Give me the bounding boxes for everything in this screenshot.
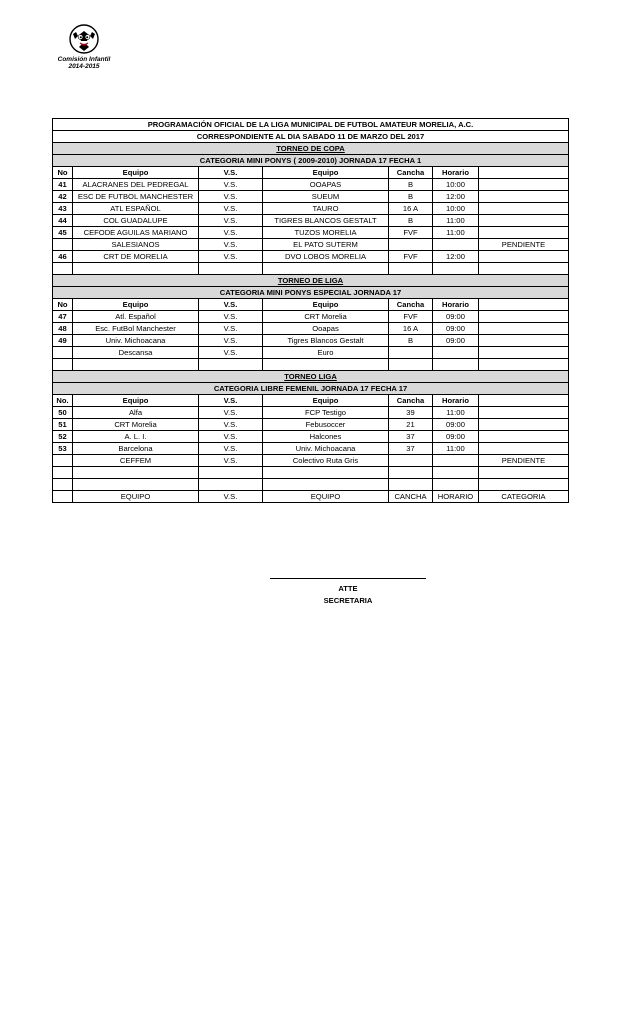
match-number-cell [53,479,73,491]
match-row [53,455,569,467]
schedule-table [52,118,569,503]
home-team-cell: ALACRANES DEL PEDREGAL [73,179,199,191]
match-row [53,431,569,443]
time-cell [433,239,479,251]
field-cell: 16 A [389,323,433,335]
column-header-row [53,167,569,179]
column-header-match-number: No [53,299,73,311]
field-cell: B [389,179,433,191]
match-row [53,467,569,479]
time-cell: 10:00 [433,179,479,191]
home-team-cell: COL GUADALUPE [73,215,199,227]
match-number-cell [53,239,73,251]
versus-cell: V.S. [199,491,263,503]
column-header-match-number: No [53,167,73,179]
signature-line [270,578,426,579]
field-cell: 37 [389,443,433,455]
category-name: CATEGORIA MINI PONYS ESPECIAL JORNADA 17 [53,287,569,299]
match-row [53,227,569,239]
column-header-versus: V.S. [199,299,263,311]
notes-cell: PENDIENTE [479,239,569,251]
versus-cell: V.S. [199,347,263,359]
away-team-cell: EQUIPO [263,491,389,503]
match-row [53,335,569,347]
versus-cell: V.S. [199,239,263,251]
field-cell: FVF [389,227,433,239]
home-team-cell: ATL ESPAÑOL [73,203,199,215]
notes-cell: PENDIENTE [479,455,569,467]
away-team-cell: Euro [263,347,389,359]
home-team-cell: Barcelona [73,443,199,455]
home-team-cell [73,479,199,491]
match-number-cell: 52 [53,431,73,443]
time-cell: 11:00 [433,407,479,419]
tournament-cell [53,275,569,287]
notes-cell [479,203,569,215]
signature-atte: ATTE [338,584,358,593]
time-cell [433,347,479,359]
notes-cell [479,179,569,191]
document-title: PROGRAMACIÓN OFICIAL DE LA LIGA MUNICIPAL DE FUTBOL AMATEUR MORELIA, A.C. [53,119,569,131]
match-row [53,311,569,323]
category-row [53,155,569,167]
home-team-cell: CEFFEM [73,455,199,467]
match-number-cell [53,467,73,479]
away-team-cell: Febusoccer [263,419,389,431]
field-cell: FVF [389,251,433,263]
notes-cell: CATEGORIA [479,491,569,503]
match-row [53,215,569,227]
match-number-cell: 46 [53,251,73,263]
versus-cell: V.S. [199,251,263,263]
category-name: CATEGORIA LIBRE FEMENIL JORNADA 17 FECHA 17 [53,383,569,395]
field-cell [389,347,433,359]
home-team-cell [73,263,199,275]
column-header-time: Horario [433,395,479,407]
away-team-cell: FCP Testigo [263,407,389,419]
notes-cell [479,191,569,203]
tournament-row [53,275,569,287]
time-cell: 11:00 [433,215,479,227]
column-header-time: Horario [433,167,479,179]
tournament-name: TORNEO DE COPA [276,143,345,153]
time-cell: 09:00 [433,335,479,347]
match-row [53,443,569,455]
field-cell: B [389,335,433,347]
time-cell [433,455,479,467]
match-row [53,347,569,359]
versus-cell: V.S. [199,227,263,239]
field-cell: 39 [389,407,433,419]
field-cell: 16 A [389,203,433,215]
category-name: CATEGORIA MINI PONYS ( 2009-2010) JORNADA 17 FECHA 1 [53,155,569,167]
versus-cell: V.S. [199,311,263,323]
match-number-cell: 43 [53,203,73,215]
versus-cell: V.S. [199,215,263,227]
signature-role: SECRETARIA [323,596,373,605]
column-header-match-number: No. [53,395,73,407]
column-header-row [53,299,569,311]
home-team-cell: Descansa [73,347,199,359]
tournament-name: TORNEO DE LIGA [277,275,344,285]
away-team-cell: EL PATO SUTERM [263,239,389,251]
field-cell: B [389,191,433,203]
tournament-cell [53,371,569,383]
column-header-notes [479,167,569,179]
field-cell [389,239,433,251]
versus-cell: V.S. [199,419,263,431]
match-number-cell: 50 [53,407,73,419]
document-subtitle: CORRESPONDIENTE AL DIA SABADO 11 DE MARZO DEL 2017 [53,131,569,143]
notes-cell [479,215,569,227]
field-cell: B [389,215,433,227]
notes-cell [479,251,569,263]
match-number-cell [53,455,73,467]
match-row [53,191,569,203]
match-number-cell [53,359,73,371]
match-row [53,407,569,419]
match-row [53,419,569,431]
home-team-cell [73,359,199,371]
home-team-cell: CRT DE MORELIA [73,251,199,263]
versus-cell [199,467,263,479]
time-cell: 09:00 [433,323,479,335]
column-header-away-team: Equipo [263,299,389,311]
match-row [53,203,569,215]
match-row [53,491,569,503]
time-cell [433,467,479,479]
match-row [53,323,569,335]
versus-cell [199,263,263,275]
home-team-cell: Univ. Michoacana [73,335,199,347]
home-team-cell: SALESIANOS [73,239,199,251]
signature-block [270,578,426,607]
notes-cell [479,227,569,239]
subtitle-row [53,131,569,143]
match-number-cell: 44 [53,215,73,227]
versus-cell: V.S. [199,323,263,335]
time-cell [433,479,479,491]
column-header-home-team: Equipo [73,395,199,407]
match-number-cell: 41 [53,179,73,191]
tournament-name: TORNEO LIGA [284,371,337,381]
column-header-home-team: Equipo [73,167,199,179]
time-cell [433,263,479,275]
home-team-cell: A. L. I. [73,431,199,443]
time-cell: 11:00 [433,227,479,239]
notes-cell [479,479,569,491]
away-team-cell [263,467,389,479]
field-cell: CANCHA [389,491,433,503]
away-team-cell: Tigres Blancos Gestalt [263,335,389,347]
away-team-cell: SUEUM [263,191,389,203]
field-cell [389,467,433,479]
match-row [53,179,569,191]
match-number-cell: 48 [53,323,73,335]
column-header-home-team: Equipo [73,299,199,311]
away-team-cell: CRT Morelia [263,311,389,323]
field-cell [389,455,433,467]
versus-cell: V.S. [199,203,263,215]
versus-cell [199,479,263,491]
column-header-row [53,395,569,407]
column-header-notes [479,299,569,311]
time-cell: 10:00 [433,203,479,215]
column-header-notes [479,395,569,407]
title-row [53,119,569,131]
home-team-cell: CEFODE AGUILAS MARIANO [73,227,199,239]
column-header-versus: V.S. [199,167,263,179]
match-row [53,479,569,491]
versus-cell: V.S. [199,407,263,419]
time-cell: 12:00 [433,251,479,263]
notes-cell [479,443,569,455]
column-header-field: Cancha [389,299,433,311]
away-team-cell [263,479,389,491]
match-row [53,251,569,263]
field-cell: 21 [389,419,433,431]
home-team-cell: Esc. FutBol Manchester [73,323,199,335]
column-header-away-team: Equipo [263,167,389,179]
field-cell: 37 [389,431,433,443]
column-header-time: Horario [433,299,479,311]
versus-cell: V.S. [199,335,263,347]
match-number-cell [53,491,73,503]
match-number-cell: 45 [53,227,73,239]
column-header-field: Cancha [389,395,433,407]
tournament-cell [53,143,569,155]
versus-cell: V.S. [199,179,263,191]
match-number-cell: 49 [53,335,73,347]
versus-cell: V.S. [199,191,263,203]
away-team-cell: Colectivo Ruta Gris [263,455,389,467]
versus-cell: V.S. [199,431,263,443]
logo-line-1: Comisión Infantil [57,56,111,63]
versus-cell: V.S. [199,443,263,455]
away-team-cell: TUZOS MORELIA [263,227,389,239]
match-number-cell: 42 [53,191,73,203]
column-header-field: Cancha [389,167,433,179]
column-header-away-team: Equipo [263,395,389,407]
field-cell [389,479,433,491]
home-team-cell: EQUIPO [73,491,199,503]
notes-cell [479,263,569,275]
away-team-cell [263,263,389,275]
home-team-cell: CRT Morelia [73,419,199,431]
away-team-cell: Ooapas [263,323,389,335]
away-team-cell: Univ. Michoacana [263,443,389,455]
logo [44,22,124,70]
time-cell: 09:00 [433,431,479,443]
category-row [53,383,569,395]
versus-cell [199,359,263,371]
home-team-cell [73,467,199,479]
notes-cell [479,419,569,431]
time-cell: 09:00 [433,311,479,323]
notes-cell [479,311,569,323]
time-cell: 11:00 [433,443,479,455]
away-team-cell: DVO LOBOS MORELIA [263,251,389,263]
away-team-cell: TIGRES BLANCOS GESTALT [263,215,389,227]
match-row [53,263,569,275]
notes-cell [479,359,569,371]
field-cell [389,359,433,371]
time-cell: 09:00 [433,419,479,431]
tournament-row [53,371,569,383]
away-team-cell: TAURO [263,203,389,215]
tournament-row [53,143,569,155]
home-team-cell: Alfa [73,407,199,419]
match-number-cell [53,263,73,275]
match-number-cell: 51 [53,419,73,431]
notes-cell [479,335,569,347]
home-team-cell: Atl. Español [73,311,199,323]
match-number-cell [53,347,73,359]
time-cell: 12:00 [433,191,479,203]
soccer-ball-mascot-icon [67,22,101,56]
home-team-cell: ESC DE FUTBOL MANCHESTER [73,191,199,203]
away-team-cell: Halcones [263,431,389,443]
notes-cell [479,323,569,335]
versus-cell: V.S. [199,455,263,467]
field-cell [389,263,433,275]
time-cell: HORARIO [433,491,479,503]
away-team-cell [263,359,389,371]
category-row [53,287,569,299]
notes-cell [479,467,569,479]
column-header-versus: V.S. [199,395,263,407]
match-row [53,359,569,371]
field-cell: FVF [389,311,433,323]
time-cell [433,359,479,371]
logo-line-2: 2014-2015 [68,63,100,70]
match-row [53,239,569,251]
match-number-cell: 47 [53,311,73,323]
away-team-cell: OOAPAS [263,179,389,191]
match-number-cell: 53 [53,443,73,455]
notes-cell [479,347,569,359]
notes-cell [479,431,569,443]
notes-cell [479,407,569,419]
